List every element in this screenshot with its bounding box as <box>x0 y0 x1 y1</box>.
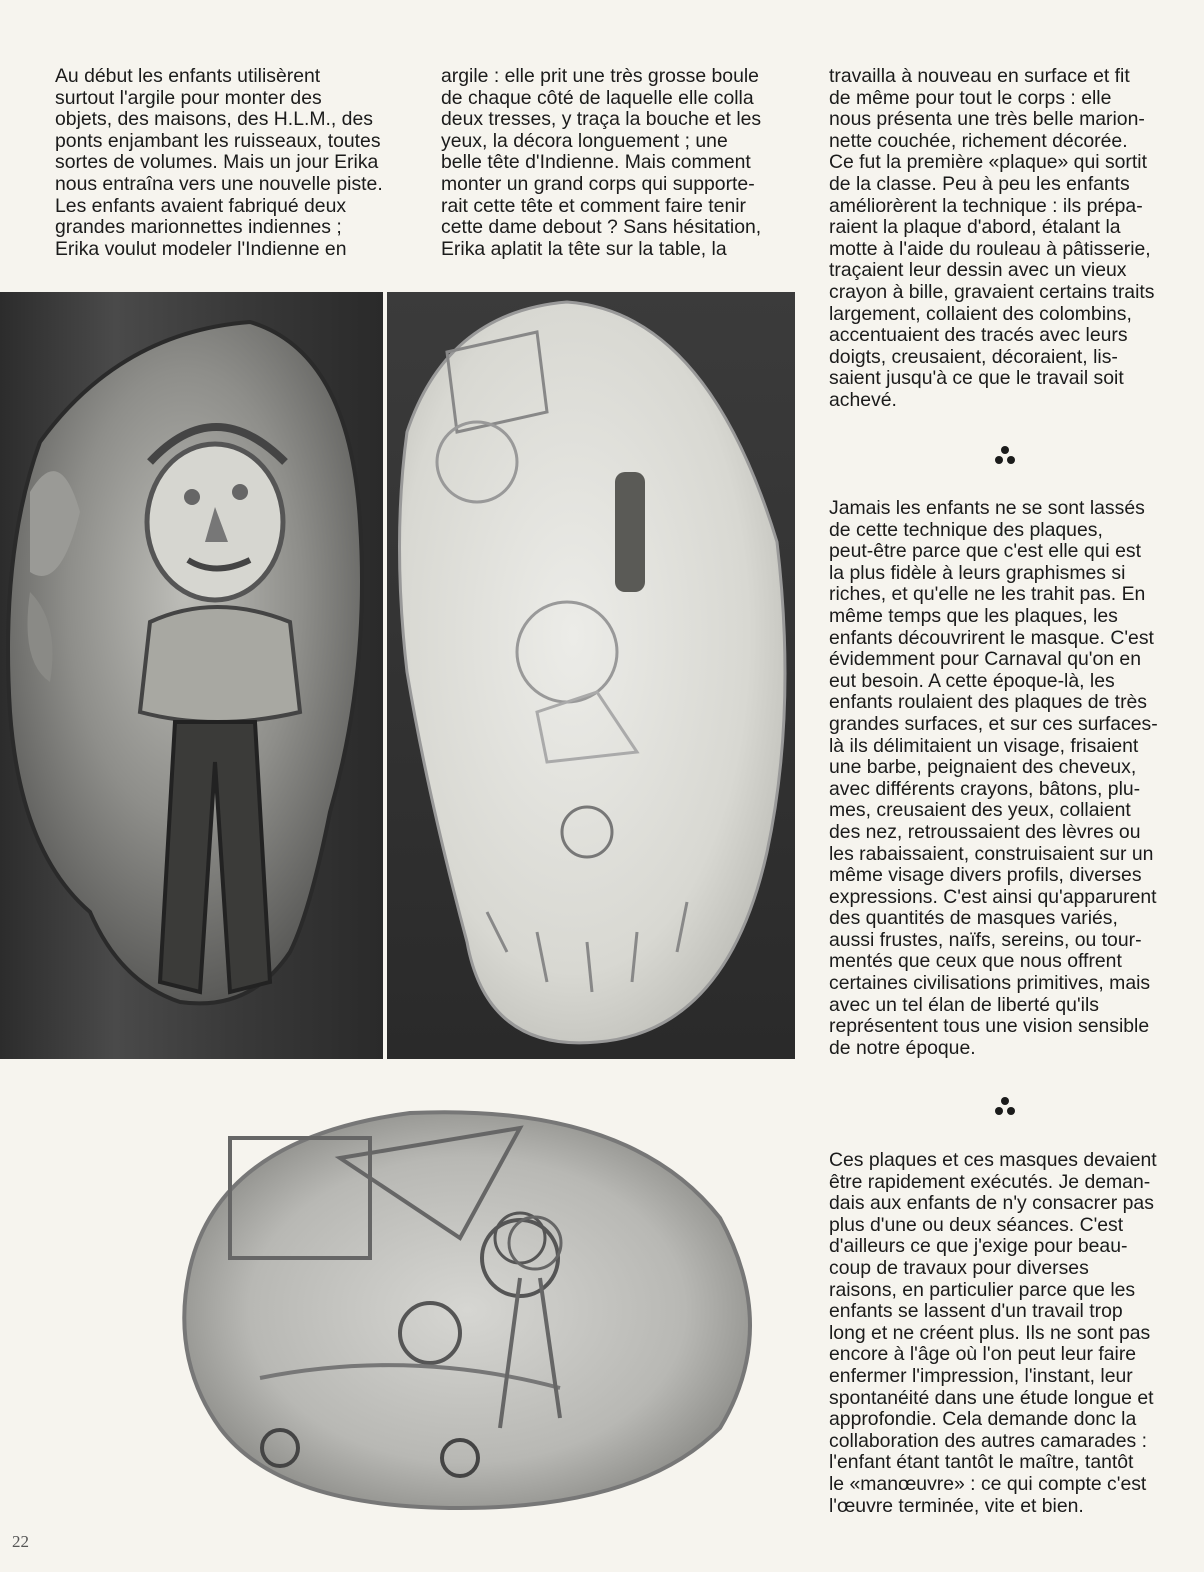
page-number: 22 <box>12 1532 29 1551</box>
article-column-3-middle <box>829 498 1178 1059</box>
section-separator-dots <box>992 446 1018 468</box>
photo-engraved-oval-plaque <box>387 292 795 1059</box>
article-paragraph: Jamais les enfants ne se sont lassés de cette technique des plaques, peut-être parce que c'est elle qui est la plus fidèle à leurs graphismes si riches, et qu'elle ne les trahit pas. En même temps que les plaques, les enfants découvrirent le masque. C'est évidemment pour Carnaval qu'on en eut besoin. A cette époque-là, les enfants roulaient des plaques de très grandes surfaces, et sur ces surfaces- là ils délimitaient un visage, frisaient une barbe, peignaient des cheveux, avec différents crayons, bâtons, plu- mes, creusaient des yeux, collaient des nez, retroussaient des lèvres ou les rabaissaient, construisaient sur un même visage divers profils, diverses expressions. C'est ainsi qu'apparurent des quantités de masques variés, aussi frustes, naïfs, sereins, ou tour- mentés que ceux que nous offrent certaines civilisations primitives, mais avec un tel élan de liberté qu'ils représentent tous une vision sensible de notre époque. <box>829 497 1158 1059</box>
article-paragraph: Au début les enfants utilisèrent surtout l'argile pour monter des objets, des maisons, des H.L.M., des ponts enjambant les ruisseaux, toutes sortes de volumes. Mais un jour Erika nous entraîna vers une nouvelle piste. Les enfants avaient fabriqué deux grandes marionnettes indiennes ; Erika voulut modeler l'Indienne en <box>55 65 383 260</box>
article-column-2 <box>441 66 793 260</box>
photo-round-plaque <box>160 1098 790 1513</box>
article-column-3-bottom <box>829 1150 1178 1517</box>
photo-clay-figure-plaque <box>0 292 383 1059</box>
article-paragraph: Ces plaques et ces masques devaient être rapidement exécutés. Je deman- dais aux enfants de n'y consacrer pas plus d'une ou deux séances. C'est d'ailleurs ce que j'exige pour beau- coup de travaux pour diverses raisons, en particulier parce que les enfants se lassent d'un travail trop long et ne créent plus. Ils ne sont pas encore à l'âge où l'on peut leur faire enfermer l'impression, l'instant, leur spontanéité dans une étude longue et approfondie. Cela demande donc la collaboration des autres camarades : l'enfant étant tantôt le maître, tantôt le «manœuvre» : ce qui compte c'est l'œuvre terminée, vite et bien. <box>829 1149 1157 1517</box>
article-paragraph: argile : elle prit une très grosse boule de chaque côté de laquelle elle colla deux tresses, y traça la bouche et les yeux, la décora longuement ; une belle tête d'Indienne. Mais comment monter un grand corps qui supporte- rait cette tête et comment faire tenir cette dame debout ? Sans hésitation, Erika aplatit la tête sur la table, la <box>441 65 762 260</box>
article-column-3-top <box>829 66 1178 412</box>
article-paragraph: travailla à nouveau en surface et fit de même pour tout le corps : elle nous présenta une très belle marion- nette couchée, richement décorée. Ce fut la première «plaque» qui sortit de la classe. Peu à peu les enfants améliorèrent la technique : ils prépa- raient la plaque d'abord, étalant la motte à l'aide du rouleau à pâtisserie, traçaient leur dessin avec un vieux crayon à bille, gravaient certains traits largement, collaient des colombins, accentuaient des tracés avec leurs doigts, creusaient, décoraient, lis- saient jusqu'à ce que le travail soit achevé. <box>829 65 1155 411</box>
article-column-1 <box>55 66 403 260</box>
section-separator-dots <box>992 1097 1018 1119</box>
